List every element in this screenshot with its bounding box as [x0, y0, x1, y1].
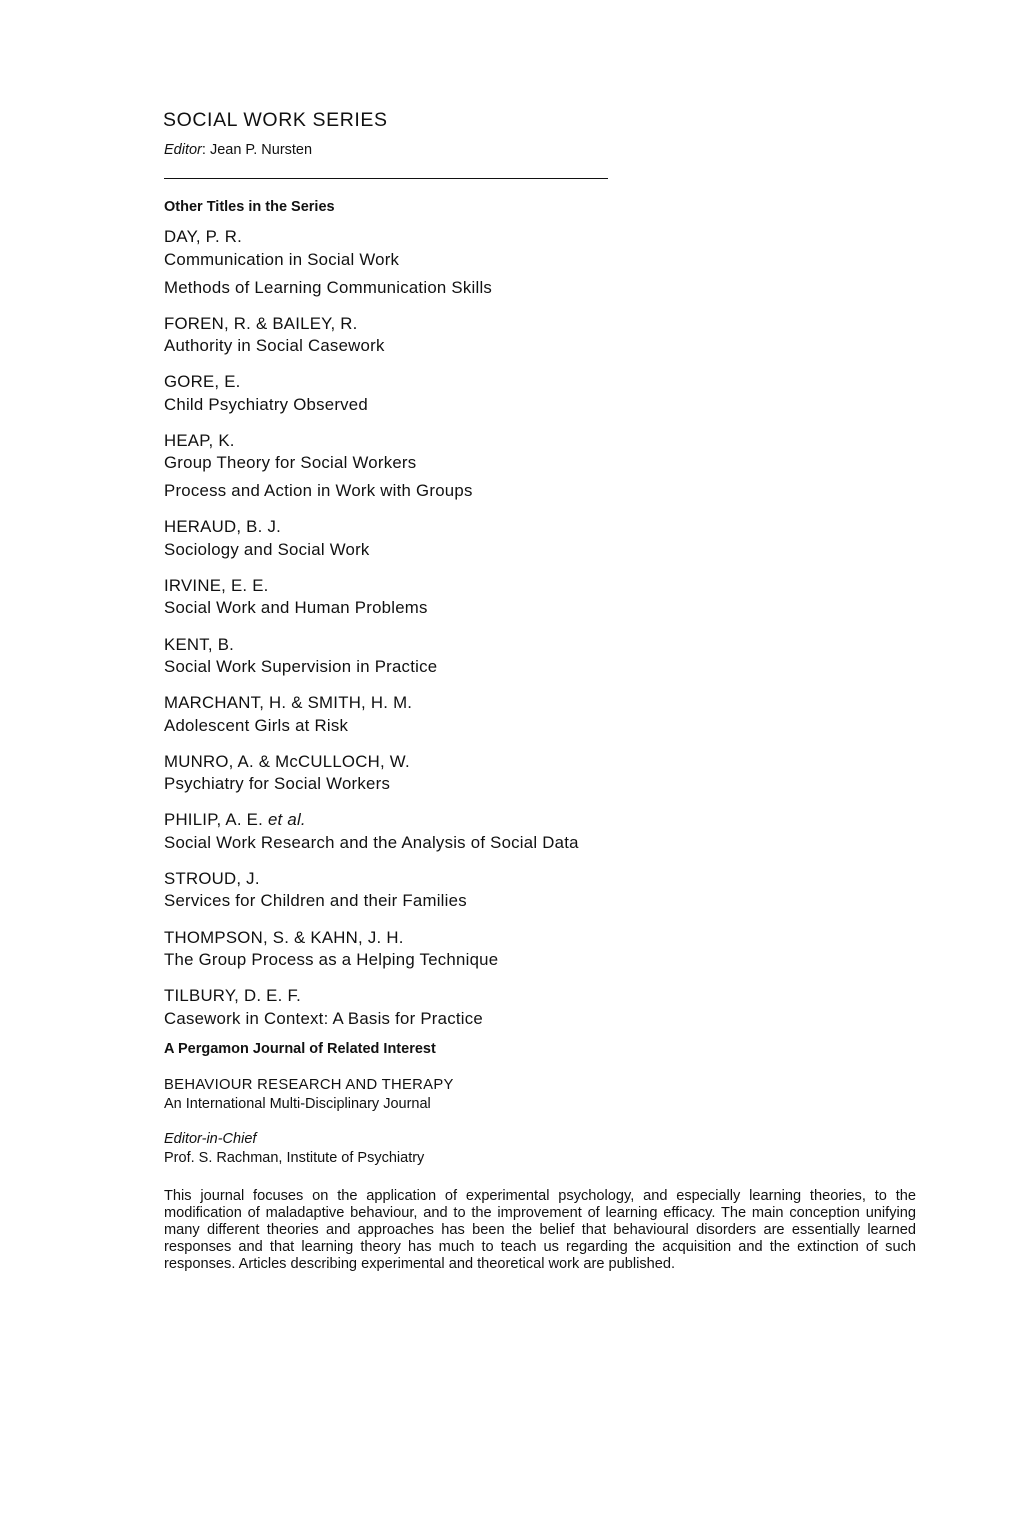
- entry-author: [164, 575, 724, 598]
- entry-book-title: The Group Process as a Helping Technique: [164, 950, 499, 970]
- entry-author: [164, 371, 724, 394]
- journal-name: BEHAVIOUR RESEARCH AND THERAPY: [164, 1077, 454, 1093]
- entry-book-title: Authority in Social Casework: [164, 336, 385, 356]
- title-entry: [164, 809, 724, 854]
- title-entry: [164, 516, 724, 561]
- title-entry: [164, 371, 724, 416]
- entry-book-title: Methods of Learning Communication Skills: [164, 277, 493, 297]
- entry-book-title: Social Work Supervision in Practice: [164, 657, 438, 677]
- title-entry: [164, 575, 724, 620]
- entry-author: [164, 634, 724, 657]
- entry-book-title: Communication in Social Work: [164, 249, 400, 269]
- entry-author-name: MUNRO, A. & McCULLOCH, W.: [164, 751, 410, 771]
- series-editor-name: Jean P. Nursten: [209, 142, 313, 158]
- entry-author-suffix: et al.: [267, 810, 306, 830]
- entry-author: [164, 809, 724, 832]
- entry-author-name: STROUD, J.: [164, 868, 260, 888]
- title-entry: [164, 985, 724, 1030]
- entry-book-title: Services for Children and their Families: [164, 891, 467, 911]
- entry-author: [164, 313, 724, 336]
- entry-author: [164, 927, 724, 950]
- journal-subtitle: An International Multi-Disciplinary Journal: [164, 1096, 431, 1112]
- entry-author-name: GORE, E.: [164, 372, 241, 392]
- entry-author: [164, 692, 724, 715]
- entry-book-title: Process and Action in Work with Groups: [164, 481, 473, 501]
- series-editor: [164, 142, 312, 158]
- journal-block: [164, 1076, 924, 1273]
- title-entry: [164, 751, 724, 796]
- title-entry: [164, 634, 724, 679]
- entry-book-title: Social Work and Human Problems: [164, 598, 428, 618]
- series-title: SOCIAL WORK SERIES: [163, 109, 388, 131]
- entry-book-title: Group Theory for Social Workers: [164, 453, 417, 473]
- journal-editor-name: Prof. S. Rachman, Institute of Psychiatry: [164, 1150, 425, 1166]
- series-editor-colon: :: [201, 142, 210, 158]
- entry-book-title: Adolescent Girls at Risk: [164, 715, 349, 735]
- entry-author-name: TILBURY, D. E. F.: [164, 986, 301, 1006]
- entry-author: [164, 751, 724, 774]
- other-titles-heading: Other Titles in the Series: [164, 199, 335, 215]
- title-entry: [164, 226, 724, 299]
- series-editor-label: Editor: [164, 142, 202, 158]
- entry-book-title: Sociology and Social Work: [164, 539, 370, 559]
- entry-book-title: Casework in Context: A Basis for Practice: [164, 1008, 483, 1028]
- entry-book-title: Social Work Research and the Analysis of Social Data: [164, 832, 579, 852]
- other-titles-list: [164, 226, 724, 1044]
- title-entry: [164, 692, 724, 737]
- entry-author: [164, 868, 724, 891]
- journal-heading: A Pergamon Journal of Related Interest: [164, 1041, 436, 1057]
- entry-author-name: KENT, B.: [164, 634, 235, 654]
- entry-author: [164, 430, 724, 453]
- title-entry: [164, 313, 724, 358]
- entry-author-name: HEAP, K.: [164, 430, 235, 450]
- journal-editor-label: Editor-in-Chief: [164, 1131, 257, 1147]
- title-entry: [164, 430, 724, 503]
- entry-author: [164, 985, 724, 1008]
- entry-author: [164, 516, 724, 539]
- entry-author-name: THOMPSON, S. & KAHN, J. H.: [164, 927, 404, 947]
- entry-author-name: FOREN, R. & BAILEY, R.: [164, 313, 358, 333]
- title-entry: [164, 927, 724, 972]
- entry-book-title: Psychiatry for Social Workers: [164, 774, 391, 794]
- journal-description: This journal focuses on the application of experimental psychology, and especially learning theories, to the modification of maladaptive behaviour, and to the improvement of learning efficacy. The main conception unifying many different theories and approaches has been the belief that behavioural disorders are essentially learned responses and that learning theory has much to teach us regarding the acquisition and the extinction of such responses. Articles describing experimental and theoretical work are published.: [164, 1188, 916, 1272]
- entry-author-name: PHILIP, A. E.: [164, 810, 264, 830]
- title-entry: [164, 868, 724, 913]
- entry-author-name: DAY, P. R.: [164, 227, 243, 246]
- entry-author-name: IRVINE, E. E.: [164, 575, 269, 595]
- entry-author: [164, 226, 724, 249]
- entry-author-name: HERAUD, B. J.: [164, 517, 282, 537]
- header-divider: [164, 178, 608, 179]
- entry-author-name: MARCHANT, H. & SMITH, H. M.: [164, 693, 413, 713]
- entry-book-title: Child Psychiatry Observed: [164, 394, 368, 414]
